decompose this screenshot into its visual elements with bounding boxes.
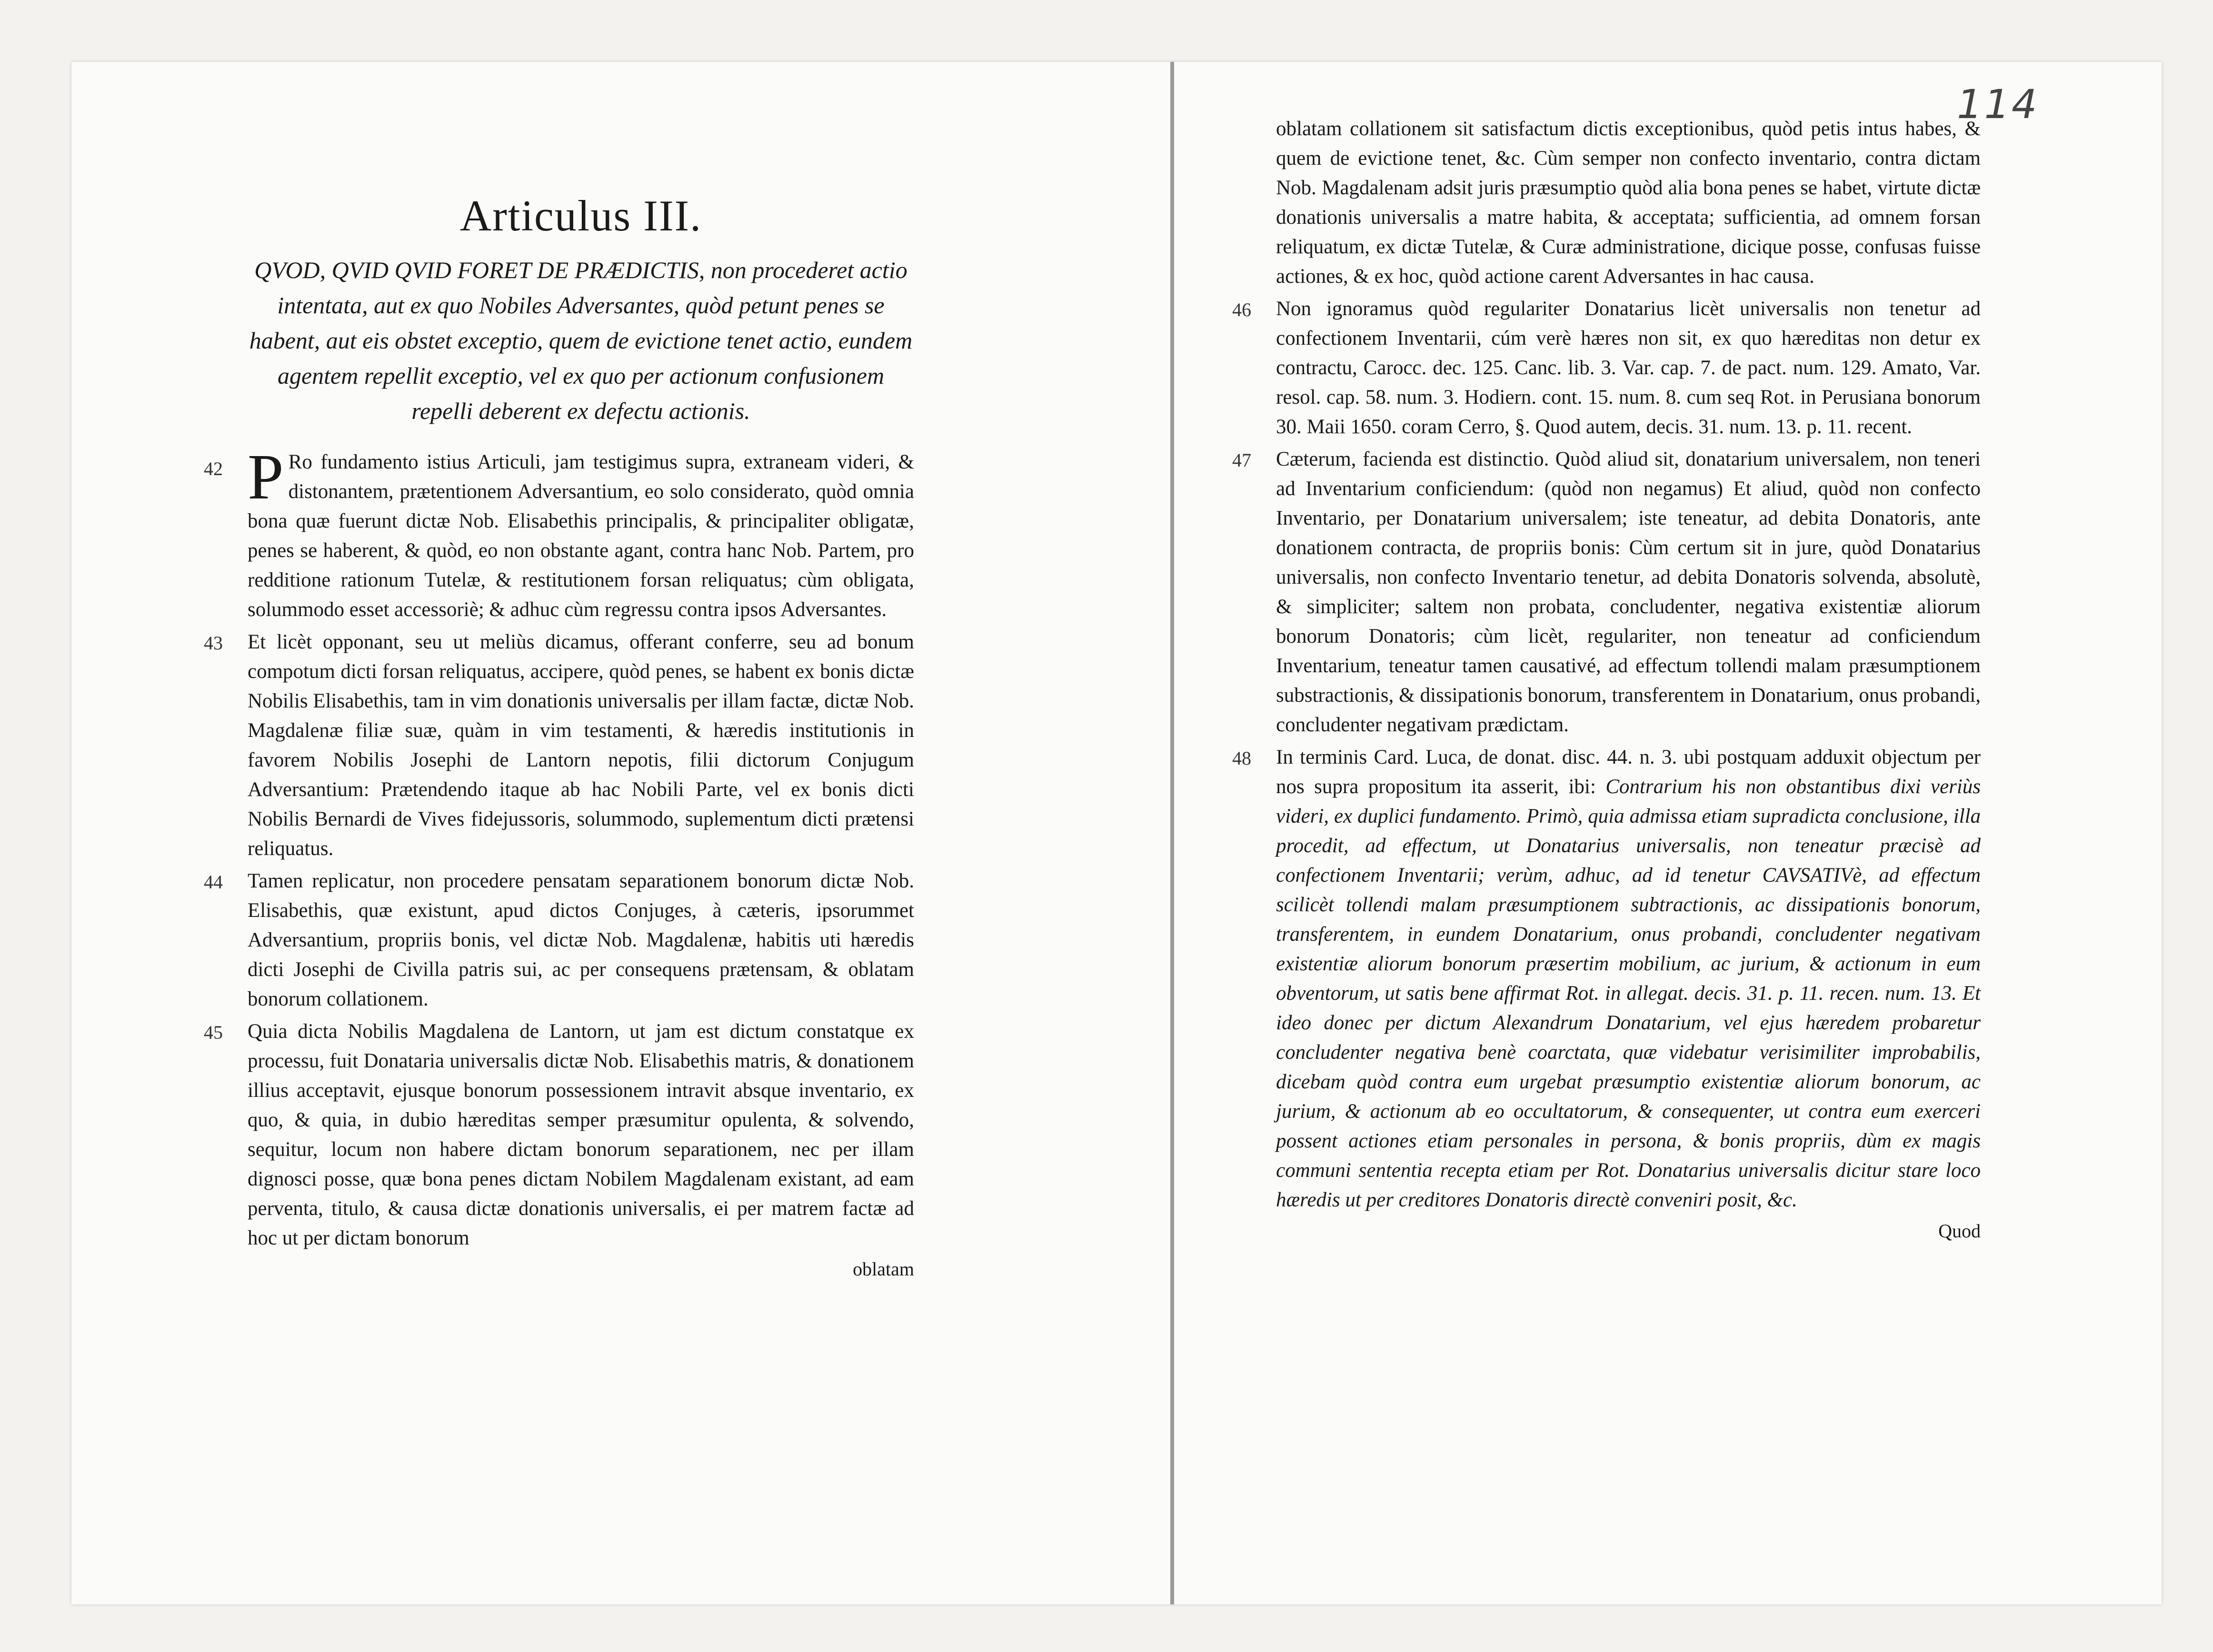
paragraph-text: In terminis Card. Luca, de donat. disc. 44. n. 3. ubi postquam adduxit objectum per nos supra propositum ita asserit, ibi: <box>1276 746 1981 798</box>
paragraph-number: 45 <box>204 1022 223 1043</box>
paragraph-number: 48 <box>1232 747 1251 769</box>
paragraph-text: Quia dicta Nobilis Magdalena de Lantorn, ut jam est dictum constatque ex processu, fuit Donataria universalis dictæ Nob. Elisabethis matris, & donationem illius acceptavit, ejusque bonorum possessionem intravit absque inventario, ex quo, & quia, in dubio hæreditas semper præsumitur opulenta, & solvendo, sequitur, locum non habere dictam bonorum separationem, nec per illam dignosci posse, quæ bona penes dictam Nobilem Magdalenam existant, ad eam perventa, titulo, & causa dictæ donationis universalis, ei per matrem factæ ad hoc ut per dictam bonorum <box>248 1020 914 1249</box>
catchword: Quod <box>1938 1220 1981 1242</box>
paragraph-text: oblatam collationem sit satisfactum dictis exceptionibus, quòd petis intus habes, & quem de evictione tenet, &c. Cùm semper non confecto inventario, contra dictam Nob. Magdalenam adsit juris præsumptio quòd alia bona penes se habet, virtute dictæ donationis universalis a matre habita, & acceptata; sufficientia, ad omnem forsan reliquatum, ex dictæ Tutelæ, & Curæ administratione, dicique posse, confusas fuisse actiones, & ex hoc, quòd actione carent Adversantes in hac causa. <box>1276 118 1981 288</box>
paragraph-continued <box>1276 114 1981 291</box>
paragraph-text: Non ignoramus quòd regulariter Donatarius licèt universalis non tenetur ad confectionem Inventarii, cúm verè hæres non sit, ex quo hæreditas non detur ex contractu, Carocc. dec. 125. Canc. lib. 3. Var. cap. 7. de pact. num. 129. Amato, Var. resol. cap. 58. num. 3. Hodiern. cont. 15. num. 8. cum seq Rot. in Perusiana bonorum 30. Maii 1650. coram Cerro, §. Quod autem, decis. 31. num. 13. p. 11. recent. <box>1276 298 1981 438</box>
paragraph-46 <box>1232 294 1981 442</box>
article-subtitle: QVOD, QVID QVID FORET DE PRÆDICTIS, non procederet actio intentata, aut ex quo Nobiles Adversantes, quòd petunt penes se habent, aut eis obstet exceptio, quem de evictione tenet actio, eundem agentem repellit exceptio, vel ex quo per actionum confusionem repelli deberent ex defectu actionis. <box>249 257 913 424</box>
paragraph-43 <box>204 627 914 864</box>
catchword: oblatam <box>853 1258 914 1280</box>
paragraph-48 <box>1232 743 1981 1215</box>
paragraph-number: 47 <box>1232 449 1251 471</box>
paragraph-47 <box>1232 445 1981 740</box>
book-spine <box>1170 62 1174 1604</box>
article-title: Articulus III. <box>459 191 702 240</box>
drop-cap: P <box>248 441 284 513</box>
paragraph-text: Et licèt opponant, seu ut meliùs dicamus, offerant conferre, seu ad bonum compotum dicti forsan reliquatus, accipere, quòd penes, se habent ex bonis dictæ Nobilis Elisabethis, tam in vim donationis universalis per illam factæ, dictæ Nob. Magdalenæ filiæ suæ, quàm in vim testamenti, & hæredis institutionis in favorem Nobilis Josephi de Lantorn nepotis, filii dictorum Conjugum Adversantium: Prætendendo itaque ab hac Nobili Parte, vel ex bonis dicti Nobilis Bernardi de Vives fidejussoris, solummodo, suplementum dicti prætensi reliquatus. <box>248 631 914 860</box>
left-text-column <box>204 114 914 1283</box>
paragraph-text: Tamen replicatur, non procedere pensatam separationem bonorum dictæ Nob. Elisabethis, quæ existunt, apud dictos Conjuges, à cæteris, ipsorummet Adversantium, propriis bonis, vel dictæ Nob. Magdalenæ, habitis uti hæredis dicti Josephi de Civilla patris sui, ac per consequens prætensam, & oblatam bonorum collationem. <box>248 870 914 1010</box>
paragraph-number: 43 <box>204 632 223 654</box>
folio-number: 114 <box>1957 81 2039 128</box>
paragraph-number: 46 <box>1232 299 1251 320</box>
paragraph-45 <box>204 1017 914 1253</box>
paragraph-number: 44 <box>204 871 223 893</box>
paragraph-text: Ro fundamento istius Articuli, jam testigimus supra, extraneam videri, & distonantem, prætentionem Adversantium, eo solo considerato, quòd omnia bona quæ fuerunt dictæ Nob. Elisabethis principalis, & principaliter obligatæ, penes se haberent, & quòd, eo non obstante agant, contra hanc Nob. Partem, pro redditione rationum Tutelæ, & restitutionem forsan reliquatus; cùm obligata, solummodo esset accessoriè; & adhuc cùm regressu contra ipsos Adversantes. <box>248 451 914 621</box>
legal-quotation: Contrarium his non obstantibus dixi veriùs videri, ex duplici fundamento. Primò, quia admissa etiam supradicta conclusione, illa procedit, ad effectum, ut Donatarius universalis, non teneatur præcisè ad confectionem Inventarii; verùm, adhuc, ad id tenetur CAVSATIVè, ad effectum scilicèt tollendi malam præsumptionem subtractionis, ac dissipationis bonorum, transferentem, in eundem Donatarium, onus probandi, concludenter negativam existentiæ aliorum bonorum præsertim mobilium, ac jurium, & actionum in eum obventorum, ut satis bene affirmat Rot. in allegat. decis. 31. p. 11. recen. num. 13. Et ideo donec per dictum Alexandrum Donatarium, vel ejus hæredem probaretur concludenter negativa benè coarctata, quæ videbatur verisimiliter improbabilis, dicebam quòd contra eum urgebat præsumptio existentiæ aliorum bonorum, ac jurium, & actionum ab eo occultatorum, & consequenter, ut contra eum exerceri possent actiones etiam personales in persona, & bonis propriis, dùm ex magis communi sententia recepta etiam per Rot. Donatarius universalis dicitur stare loco hæredis ut per creditores Donatoris directè conveniri posit, &c. <box>1276 776 1981 1211</box>
paragraph-text: Cæterum, facienda est distinctio. Quòd aliud sit, donatarium universalem, non teneri ad Inventarium conficiendum: (quòd non negamus) Et aliud, quòd non confecto Inventario, per Donatarium universalem; iste teneatur, ad debita Donatoris, ante donationem contracta, de propriis bonis: Cùm certum sit in jure, quòd Donatarius universalis, non confecto Inventario tenetur, ad debita Donatoris solvenda, absolutè, & simpliciter; saltem non probata, concludenter, negativa existentiæ aliorum bonorum Donatoris; cùm licèt, regulariter, non teneatur ad conficiendum Inventarium, teneatur tamen causativé, ad effectum tollendi malam præsumptionem substractionis, & dissipationis bonorum, transferentem in Donatarium, onus probandi, concludenter negativam prædictam. <box>1276 448 1981 736</box>
paragraph-42 <box>204 441 914 625</box>
paragraph-number: 42 <box>204 458 223 479</box>
paragraph-44 <box>204 866 914 1014</box>
right-text-column <box>1232 114 1981 1244</box>
